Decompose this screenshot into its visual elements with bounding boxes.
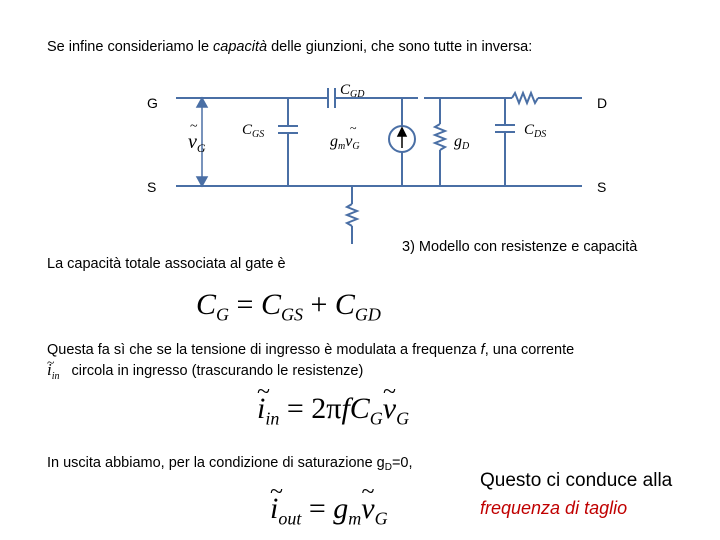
equation-iout: ~ $i_{out}$ = $g_m\sim$ $v_G$ <box>270 492 388 529</box>
para-modulation-line1: Questa fa sì che se la tensione di ingresso è modulata a frequenza f, una corrente <box>47 342 575 358</box>
gd-resistor <box>435 124 445 150</box>
para-modulation-line2: ~ $i_{in}$ circola in ingresso (trascurando le resistenze) <box>47 361 363 386</box>
node-g: G <box>147 95 158 111</box>
equation-iin: ~ $i_{in}$ = 2πfC$_G$~ $v_G$ <box>257 392 409 429</box>
intro-emphasis: capacità <box>213 39 268 55</box>
equation-cg: $C_G = C_{GS} + C_{GD}$ <box>196 288 381 325</box>
node-d: D <box>597 95 608 111</box>
source-arrow-head <box>398 128 406 136</box>
label-cds: $C_{DS}$ <box>524 122 547 140</box>
label-gd: gD <box>454 133 470 152</box>
label-vg: $v_G$ <box>188 131 206 155</box>
label-gm-vg: gmvG <box>330 133 360 152</box>
model-caption: 3) Modello con resistenze e capacità <box>402 239 638 255</box>
output-text: In uscita abbiamo, per la condizione di saturazione $g_D=0$, <box>47 455 413 473</box>
ground-resistor <box>347 204 357 226</box>
conclusion-line1: Questo ci conduce alla <box>480 470 673 491</box>
small-signal-circuit <box>140 72 620 252</box>
intro-prefix: Se infine consideriamo le <box>47 39 214 55</box>
gate-total-text: La capacità totale associata al gate è <box>47 256 286 272</box>
vg-arrow-head-bottom <box>197 177 207 186</box>
conclusion-line2: frequenza di taglio <box>480 498 628 518</box>
label-cgs: $C_{GS}$ <box>242 122 265 140</box>
iin-symbol: ~ i <box>47 361 52 379</box>
intro-text <box>47 38 532 56</box>
intro-suffix: delle giunzioni, che sono tutte in inversa: <box>267 39 533 55</box>
vg-arrow-head-top <box>197 98 207 107</box>
gm-vg-tilde: ~ <box>350 121 357 135</box>
vg-tilde: ~ <box>190 119 198 134</box>
top-resistor <box>512 93 538 103</box>
node-s-right: S <box>597 179 607 195</box>
node-s-left: S <box>147 179 157 195</box>
label-cgd: $C_{GD}$ <box>340 82 365 100</box>
